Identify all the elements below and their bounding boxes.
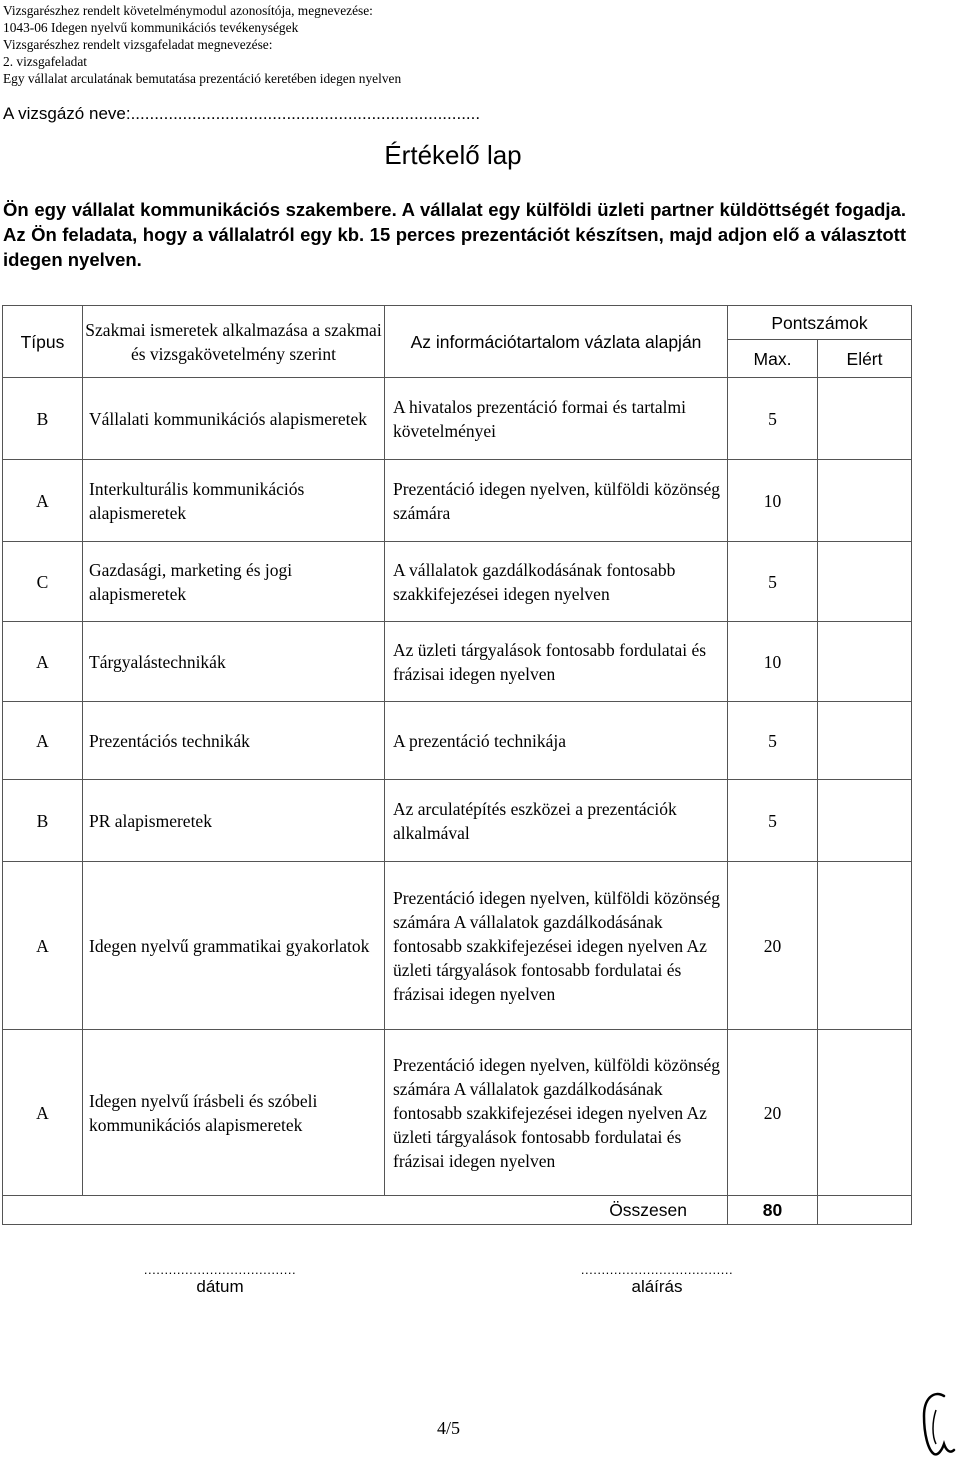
header-points: Pontszámok bbox=[728, 306, 912, 340]
candidate-name-field: A vizsgázó neve:.......................................................................... bbox=[3, 104, 481, 123]
row-achieved-input[interactable] bbox=[818, 1030, 912, 1196]
row-type: A bbox=[3, 702, 83, 780]
header-line: 1043-06 Idegen nyelvű kommunikációs tevékenységek bbox=[3, 20, 299, 35]
table-row bbox=[3, 460, 912, 542]
row-type: A bbox=[3, 1030, 83, 1196]
row-content: Az üzleti tárgyalások fontosabb fordulatai és frázisai idegen nyelven bbox=[385, 622, 728, 702]
table-row bbox=[3, 378, 912, 460]
row-achieved-input[interactable] bbox=[818, 378, 912, 460]
row-max: 20 bbox=[728, 862, 818, 1030]
total-achieved-input[interactable] bbox=[818, 1196, 912, 1225]
table-row bbox=[3, 1030, 912, 1196]
table-row bbox=[3, 702, 912, 780]
document-header bbox=[3, 2, 401, 87]
row-achieved-input[interactable] bbox=[818, 702, 912, 780]
row-max: 20 bbox=[728, 1030, 818, 1196]
total-row bbox=[3, 1196, 912, 1225]
row-achieved-input[interactable] bbox=[818, 460, 912, 542]
row-max: 10 bbox=[728, 460, 818, 542]
row-content: Az arculatépítés eszközei a prezentációk alkalmával bbox=[385, 780, 728, 862]
date-label: dátum bbox=[196, 1277, 244, 1296]
row-type: A bbox=[3, 862, 83, 1030]
row-type: A bbox=[3, 622, 83, 702]
header-content: Az információtartalom vázlata alapján bbox=[385, 306, 728, 378]
header-achieved: Elért bbox=[818, 340, 912, 378]
row-content: A vállalatok gazdálkodásának fontosabb szakkifejezései idegen nyelven bbox=[385, 542, 728, 622]
page-number: 4/5 bbox=[437, 1418, 461, 1438]
row-content: A prezentáció technikája bbox=[385, 702, 728, 780]
row-type: B bbox=[3, 780, 83, 862]
row-achieved-input[interactable] bbox=[818, 862, 912, 1030]
total-label: Összesen bbox=[3, 1196, 728, 1225]
row-content: Prezentáció idegen nyelven, külföldi közönség számára bbox=[385, 460, 728, 542]
row-type: B bbox=[3, 378, 83, 460]
row-skill: Idegen nyelvű írásbeli és szóbeli kommunikációs alapismeretek bbox=[83, 1030, 385, 1196]
signature-line[interactable]: ..................................... bbox=[580, 1262, 734, 1277]
signature-label: aláírás bbox=[631, 1277, 683, 1296]
table-row bbox=[3, 542, 912, 622]
header-line: Vizsgarészhez rendelt vizsgafeladat megnevezése: bbox=[3, 37, 273, 52]
row-skill: Idegen nyelvű grammatikai gyakorlatok bbox=[83, 862, 385, 1030]
header-skill: Szakmai ismeretek alkalmazása a szakmai és vizsgakövetelmény szerint bbox=[83, 306, 385, 378]
date-line[interactable]: ..................................... bbox=[143, 1262, 297, 1277]
row-skill: Tárgyalástechnikák bbox=[83, 622, 385, 702]
handwritten-signature-icon bbox=[916, 1388, 956, 1460]
header-max: Max. bbox=[728, 340, 818, 378]
row-skill: Vállalati kommunikációs alapismeretek bbox=[83, 378, 385, 460]
row-max: 5 bbox=[728, 702, 818, 780]
table-row bbox=[3, 780, 912, 862]
signature-block bbox=[525, 1262, 789, 1297]
row-max: 5 bbox=[728, 378, 818, 460]
evaluation-table bbox=[2, 305, 912, 1225]
row-type: A bbox=[3, 460, 83, 542]
row-content: A hivatalos prezentáció formai és tartalmi követelményei bbox=[385, 378, 728, 460]
table-header-row bbox=[3, 306, 912, 340]
row-skill: PR alapismeretek bbox=[83, 780, 385, 862]
row-achieved-input[interactable] bbox=[818, 542, 912, 622]
task-description: Ön egy vállalat kommunikációs szakembere. A vállalat egy külföldi üzleti partner küldöttségét fogadja. Az Ön feladata, hogy a vállalatról egy kb. 15 perces prezentációt készítsen, majd adjon elő a választott idegen nyelven. bbox=[3, 199, 906, 270]
header-type: Típus bbox=[3, 306, 83, 378]
row-max: 5 bbox=[728, 780, 818, 862]
row-skill: Interkulturális kommunikációs alapismeretek bbox=[83, 460, 385, 542]
row-achieved-input[interactable] bbox=[818, 780, 912, 862]
page-title: Értékelő lap bbox=[384, 140, 522, 170]
row-content: Prezentáció idegen nyelven, külföldi közönség számára A vállalatok gazdálkodásának fontosabb szakkifejezései idegen nyelven Az üzleti tárgyalások fontosabb fordulatai és frázisai idegen nyelven bbox=[385, 1030, 728, 1196]
table-row bbox=[3, 622, 912, 702]
header-line: Egy vállalat arculatának bemutatása prezentáció keretében idegen nyelven bbox=[3, 71, 402, 86]
table-row bbox=[3, 862, 912, 1030]
total-value: 80 bbox=[728, 1196, 818, 1225]
header-line: 2. vizsgafeladat bbox=[3, 54, 88, 69]
row-skill: Gazdasági, marketing és jogi alapismeretek bbox=[83, 542, 385, 622]
date-block bbox=[88, 1262, 352, 1297]
row-achieved-input[interactable] bbox=[818, 622, 912, 702]
row-content: Prezentáció idegen nyelven, külföldi közönség számára A vállalatok gazdálkodásának fontosabb szakkifejezései idegen nyelven Az üzleti tárgyalások fontosabb fordulatai és frázisai idegen nyelven bbox=[385, 862, 728, 1030]
row-max: 10 bbox=[728, 622, 818, 702]
row-type: C bbox=[3, 542, 83, 622]
row-skill: Prezentációs technikák bbox=[83, 702, 385, 780]
row-max: 5 bbox=[728, 542, 818, 622]
header-line: Vizsgarészhez rendelt követelménymodul azonosítója, megnevezése: bbox=[3, 3, 373, 18]
